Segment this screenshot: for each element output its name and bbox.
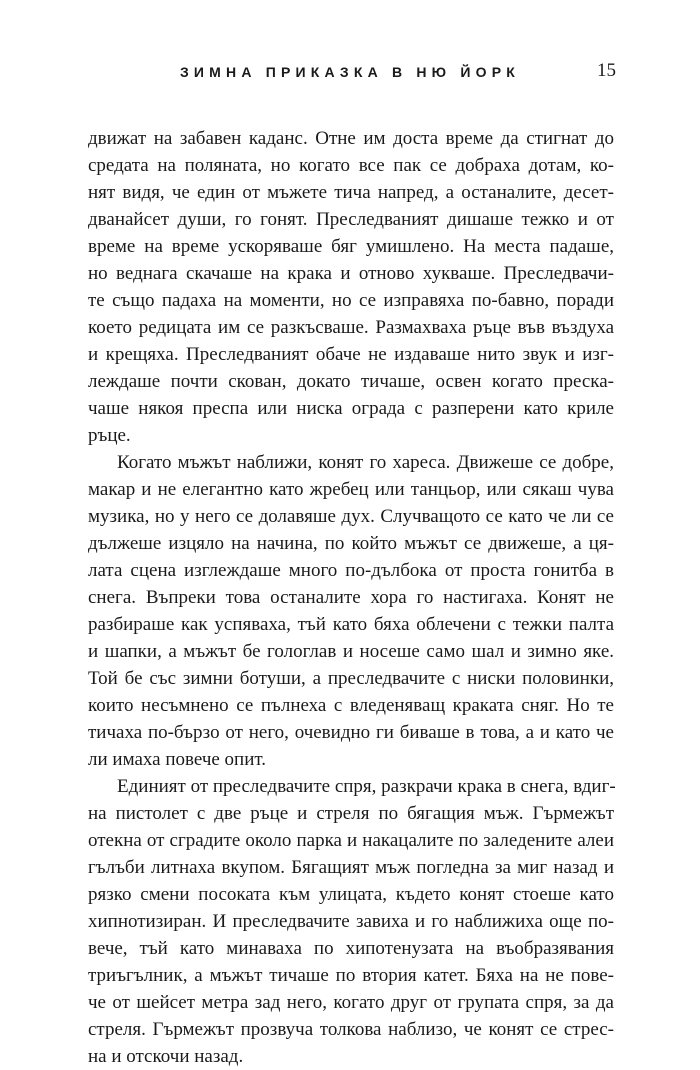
text-line: гълъби литнаха вкупом. Бягащият мъж погледна за миг назад и [88,857,614,878]
text-line: музика, но у него се долавяше дух. Случващото се като че ли се [88,506,614,527]
text-line: че от шейсет метра зад него, когато друг от групата спря, за да [88,992,614,1013]
text-line: нят видя, че един от мъжете тича напред, а останалите, десет- [88,182,614,203]
text-line: на и отскочи назад. [88,1046,244,1067]
text-line: чаше някоя преспа или ниска ограда с разперени като криле [88,398,614,419]
text-line: вече, тъй като минаваха по хипотенузата на въобразявания [88,938,614,959]
paragraph [88,125,614,449]
text-line: ръце. [88,425,131,446]
text-line: снега. Въпреки това останалите хора го настигаха. Конят не [88,587,614,608]
text-line: което редицата им се разкъсваше. Размахваха ръце във въздуха [88,317,614,338]
text-line: Той бе със зимни ботуши, а преследвачите с ниски половинки, [88,668,614,689]
text-line: но веднага скачаше на крака и отново хукваше. Преследвачи- [88,263,614,284]
text-line: те също падаха на моменти, но се изправяха по-бавно, поради [88,290,614,311]
text-line: Когато мъжът наближи, конят го хареса. Движеше се добре, [117,452,614,473]
text-line: макар и не елегантно като жребец или танцьор, или сякаш чува [88,479,614,500]
text-line: на пистолет с две ръце и стреля по бягащия мъж. Гърмежът [88,803,614,824]
text-line: разбираше как успяваха, тъй като бяха облечени с тежки палта [88,614,614,635]
text-line: дванайсет души, го гонят. Преследваният дишаше тежко и от [88,209,614,230]
page-number: 15 [597,60,616,81]
text-line: ли имаха повече опит. [88,749,267,770]
text-line: време на време ускоряваше бяг умишлено. На места падаше, [88,236,614,257]
text-line: и крещяха. Преследваният обаче не издаваше нито звук и изг- [88,344,614,365]
text-line: триъгълник, а мъжът тичаше по втория катет. Бяха на не пове- [88,965,614,986]
text-line: които несъмнено се пълнеха с вледеняващ краката сняг. Но те [88,695,614,716]
paragraph [88,773,614,1070]
text-line: Единият от преследвачите спря, разкрачи крака в снега, вдиг- [117,776,616,797]
text-line: леждаше почти скован, докато тичаше, освен когато преска- [88,371,614,392]
text-line: и шапки, а мъжът бе гологлав и носеше само шал и зимно яке. [88,641,614,662]
text-line: стреля. Гърмежът прозвуча толкова наблизо, че конят се стрес- [88,1019,614,1040]
running-title: ЗИМНА ПРИКАЗКА В НЮ ЙОРК [179,64,521,80]
text-line: дължеше изцяло на начина, по който мъжът се движеше, а ця- [88,533,614,554]
text-line: рязко смени посоката към улицата, където конят стоеше като [88,884,614,905]
text-line: отекна от сградите около парка и накацалите по заледените алеи [88,830,614,851]
text-line: средата на поляната, но когато все пак се добраха дотам, ко- [88,155,614,176]
text-line: хипнотизиран. И преследвачите завиха и го наближиха още по- [88,911,614,932]
text-line: движат на забавен каданс. Отне им доста време да стигнат до [88,128,614,149]
body-text [88,125,614,1070]
text-line: тичаха по-бързо от него, очевидно ги биваше в това, а и като че [88,722,614,743]
text-line: лата сцена изглеждаше много по-дълбока от проста гонитба в [88,560,614,581]
paragraph [88,449,614,773]
